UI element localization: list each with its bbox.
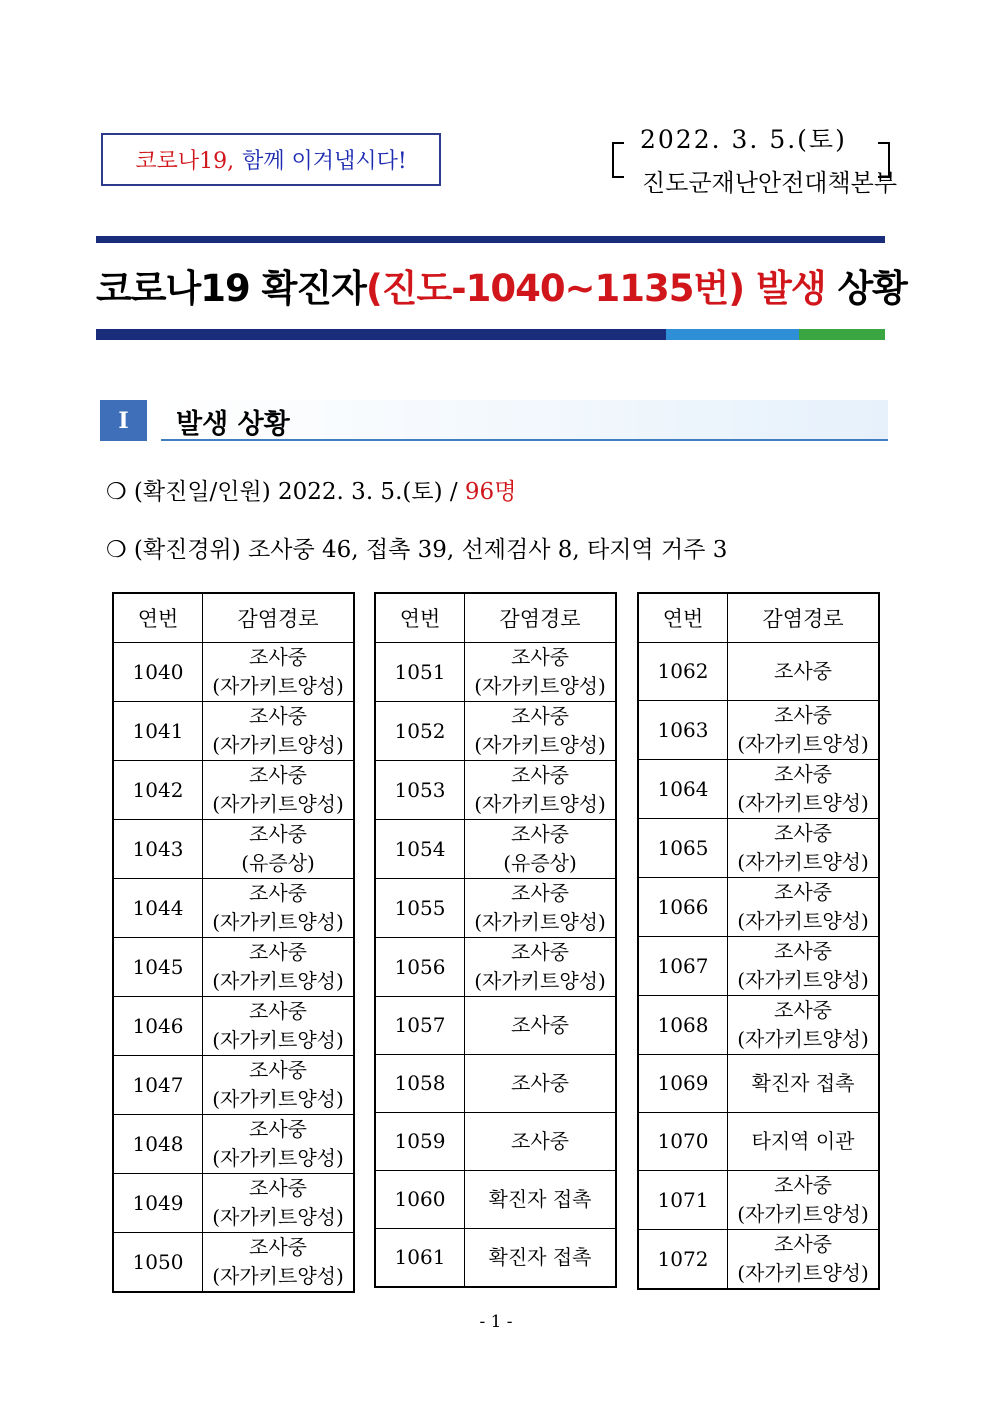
table-row bbox=[113, 702, 354, 761]
infection-route-line: 조사중 bbox=[249, 881, 307, 905]
infection-route-line: (자가키트양성) bbox=[212, 1146, 344, 1170]
table-row bbox=[113, 997, 354, 1056]
case-number: 1067 bbox=[638, 937, 728, 996]
infection-route-line: 조사중 bbox=[511, 645, 569, 669]
case-number: 1040 bbox=[113, 643, 203, 702]
infection-route bbox=[465, 643, 617, 702]
table-row bbox=[375, 643, 616, 702]
table-row bbox=[113, 1233, 354, 1293]
title-suffix: 상황 bbox=[825, 267, 907, 310]
infection-route-line: 조사중 bbox=[511, 1129, 569, 1153]
page-title bbox=[96, 258, 907, 312]
infection-route-line: 조사중 bbox=[249, 822, 307, 846]
section-title: 발생 상황 bbox=[176, 409, 290, 440]
infection-route-line: 조사중 bbox=[511, 881, 569, 905]
table-row bbox=[638, 701, 879, 760]
section-number: I bbox=[100, 400, 147, 441]
infection-route bbox=[728, 996, 880, 1055]
infection-route bbox=[728, 643, 880, 701]
bullet-confirmed-text: ❍ (확진일/인원) 2022. 3. 5.(토) / bbox=[106, 479, 465, 505]
case-number: 1056 bbox=[375, 938, 465, 997]
case-number: 1061 bbox=[375, 1229, 465, 1288]
infection-route-line: 조사중 bbox=[249, 1235, 307, 1259]
case-number: 1069 bbox=[638, 1055, 728, 1113]
table-row bbox=[638, 1171, 879, 1230]
table-row bbox=[638, 760, 879, 819]
table-row bbox=[113, 820, 354, 879]
table-row bbox=[113, 643, 354, 702]
case-number: 1068 bbox=[638, 996, 728, 1055]
case-number: 1066 bbox=[638, 878, 728, 937]
table-row bbox=[638, 1055, 879, 1113]
infection-route-line: 확진자 접촉 bbox=[488, 1245, 592, 1269]
infection-route-line: (유증상) bbox=[503, 851, 577, 875]
infection-route-line: (자가키트양성) bbox=[212, 674, 344, 698]
table-row bbox=[638, 878, 879, 937]
infection-route bbox=[728, 819, 880, 878]
table-row bbox=[638, 937, 879, 996]
infection-route bbox=[465, 1113, 617, 1171]
infection-route-line: 조사중 bbox=[249, 763, 307, 787]
infection-route bbox=[728, 701, 880, 760]
case-number: 1043 bbox=[113, 820, 203, 879]
table-row bbox=[113, 938, 354, 997]
table-row bbox=[113, 761, 354, 820]
infection-route bbox=[203, 761, 355, 820]
table-row bbox=[375, 938, 616, 997]
infection-route-line: (자가키트양성) bbox=[474, 969, 606, 993]
header-num: 연번 bbox=[638, 593, 728, 643]
case-table-2 bbox=[374, 592, 617, 1288]
case-number: 1064 bbox=[638, 760, 728, 819]
case-number: 1045 bbox=[113, 938, 203, 997]
case-number: 1050 bbox=[113, 1233, 203, 1293]
case-number: 1046 bbox=[113, 997, 203, 1056]
case-number: 1065 bbox=[638, 819, 728, 878]
infection-route bbox=[465, 1055, 617, 1113]
header-num: 연번 bbox=[113, 593, 203, 643]
case-number: 1063 bbox=[638, 701, 728, 760]
infection-route-line: 조사중 bbox=[249, 999, 307, 1023]
slogan-part2: 함께 이겨냅시다! bbox=[242, 149, 407, 174]
infection-route bbox=[203, 879, 355, 938]
infection-route-line: 조사중 bbox=[249, 1176, 307, 1200]
infection-route bbox=[465, 938, 617, 997]
infection-route bbox=[728, 937, 880, 996]
case-number: 1058 bbox=[375, 1055, 465, 1113]
table-row bbox=[638, 996, 879, 1055]
infection-route bbox=[203, 1115, 355, 1174]
case-number: 1053 bbox=[375, 761, 465, 820]
infection-route-line: (자가키트양성) bbox=[737, 850, 869, 874]
infection-route bbox=[728, 760, 880, 819]
infection-route-line: 조사중 bbox=[774, 703, 832, 727]
table-row bbox=[113, 1174, 354, 1233]
infection-route-line: 조사중 bbox=[511, 763, 569, 787]
table-row bbox=[375, 1055, 616, 1113]
infection-route-line: (자가키트양성) bbox=[474, 733, 606, 757]
left-bracket bbox=[612, 142, 624, 178]
case-table-1 bbox=[112, 592, 355, 1293]
header-num: 연번 bbox=[375, 593, 465, 643]
table-row bbox=[113, 1115, 354, 1174]
infection-route bbox=[728, 878, 880, 937]
case-number: 1047 bbox=[113, 1056, 203, 1115]
title-bottom-rule-blue bbox=[666, 329, 799, 340]
title-prefix: 코로나19 확진자 bbox=[96, 267, 366, 310]
table-row bbox=[113, 1056, 354, 1115]
slogan-box bbox=[101, 133, 441, 186]
header-route: 감염경로 bbox=[203, 593, 355, 643]
bullet-confirmed-count: 96명 bbox=[464, 479, 517, 505]
table-row bbox=[375, 879, 616, 938]
case-number: 1052 bbox=[375, 702, 465, 761]
infection-route-line: (자가키트양성) bbox=[737, 1027, 869, 1051]
infection-route-line: (자가키트양성) bbox=[212, 969, 344, 993]
table-row bbox=[638, 1230, 879, 1290]
case-number: 1062 bbox=[638, 643, 728, 701]
infection-route-line: (유증상) bbox=[241, 851, 315, 875]
infection-route-line: 조사중 bbox=[774, 762, 832, 786]
infection-route bbox=[728, 1113, 880, 1171]
case-number: 1044 bbox=[113, 879, 203, 938]
case-number: 1072 bbox=[638, 1230, 728, 1290]
table-row bbox=[638, 1113, 879, 1171]
case-number: 1070 bbox=[638, 1113, 728, 1171]
case-number: 1059 bbox=[375, 1113, 465, 1171]
report-date: 2022. 3. 5.(토) bbox=[640, 125, 847, 154]
case-table-3 bbox=[637, 592, 880, 1290]
table-row bbox=[375, 1171, 616, 1229]
infection-route bbox=[465, 997, 617, 1055]
infection-route bbox=[465, 820, 617, 879]
infection-route-line: 조사중 bbox=[511, 1013, 569, 1037]
infection-route-line: (자가키트양성) bbox=[212, 792, 344, 816]
case-number: 1051 bbox=[375, 643, 465, 702]
header-route: 감염경로 bbox=[728, 593, 880, 643]
table-row bbox=[113, 879, 354, 938]
table-row bbox=[375, 997, 616, 1055]
infection-route bbox=[203, 1056, 355, 1115]
infection-route-line: 조사중 bbox=[249, 1058, 307, 1082]
slogan-part1: 코로나19, bbox=[135, 149, 235, 174]
infection-route-line: (자가키트양성) bbox=[212, 910, 344, 934]
infection-route bbox=[728, 1171, 880, 1230]
infection-route bbox=[465, 879, 617, 938]
infection-route-line: 조사중 bbox=[511, 822, 569, 846]
bullet-route-summary: ❍ (확진경위) 조사중 46, 접촉 39, 선제검사 8, 타지역 거주 3 bbox=[106, 537, 728, 563]
case-number: 1054 bbox=[375, 820, 465, 879]
infection-route-line: (자가키트양성) bbox=[212, 1205, 344, 1229]
table-row bbox=[638, 819, 879, 878]
page-number: - 1 - bbox=[479, 1312, 513, 1332]
title-bottom-rule-green bbox=[799, 329, 885, 340]
case-number: 1055 bbox=[375, 879, 465, 938]
infection-route-line: 조사중 bbox=[249, 940, 307, 964]
infection-route-line: 조사중 bbox=[774, 659, 832, 683]
infection-route-line: 조사중 bbox=[249, 645, 307, 669]
infection-route-line: (자가키트양성) bbox=[212, 1028, 344, 1052]
title-highlight: (진도-1040~1135번) 발생 bbox=[365, 267, 826, 310]
infection-route bbox=[203, 997, 355, 1056]
title-bottom-rule-navy bbox=[96, 329, 666, 340]
bullet-confirmed bbox=[106, 473, 516, 506]
infection-route-line: 확진자 접촉 bbox=[488, 1187, 592, 1211]
table-row bbox=[638, 643, 879, 701]
infection-route-line: (자가키트양성) bbox=[737, 1202, 869, 1226]
infection-route-line: 조사중 bbox=[774, 998, 832, 1022]
infection-route bbox=[728, 1230, 880, 1290]
organization-name: 진도군재난안전대책본부 bbox=[642, 169, 898, 197]
case-number: 1057 bbox=[375, 997, 465, 1055]
infection-route bbox=[465, 1171, 617, 1229]
infection-route bbox=[203, 643, 355, 702]
infection-route-line: (자가키트양성) bbox=[737, 732, 869, 756]
infection-route bbox=[465, 761, 617, 820]
infection-route bbox=[465, 702, 617, 761]
infection-route-line: 조사중 bbox=[511, 940, 569, 964]
infection-route bbox=[465, 1229, 617, 1288]
infection-route-line: (자가키트양성) bbox=[474, 792, 606, 816]
infection-route bbox=[203, 702, 355, 761]
infection-route-line: 확진자 접촉 bbox=[751, 1071, 855, 1095]
table-row bbox=[375, 761, 616, 820]
infection-route-line: 조사중 bbox=[774, 1232, 832, 1256]
case-number: 1060 bbox=[375, 1171, 465, 1229]
case-number: 1049 bbox=[113, 1174, 203, 1233]
infection-route-line: (자가키트양성) bbox=[212, 733, 344, 757]
header-route: 감염경로 bbox=[465, 593, 617, 643]
title-top-rule bbox=[96, 236, 885, 243]
right-bracket bbox=[878, 142, 890, 178]
infection-route-line: 조사중 bbox=[774, 821, 832, 845]
infection-route-line: (자가키트양성) bbox=[737, 791, 869, 815]
case-number: 1042 bbox=[113, 761, 203, 820]
infection-route bbox=[203, 1233, 355, 1293]
infection-route-line: 조사중 bbox=[249, 1117, 307, 1141]
infection-route bbox=[728, 1055, 880, 1113]
infection-route-line: (자가키트양성) bbox=[212, 1087, 344, 1111]
infection-route-line: 조사중 bbox=[774, 1173, 832, 1197]
infection-route-line: (자가키트양성) bbox=[737, 968, 869, 992]
infection-route-line: 조사중 bbox=[774, 880, 832, 904]
infection-route bbox=[203, 938, 355, 997]
infection-route-line: (자가키트양성) bbox=[474, 674, 606, 698]
infection-route-line: (자가키트양성) bbox=[737, 1261, 869, 1285]
infection-route-line: 조사중 bbox=[249, 704, 307, 728]
infection-route-line: 조사중 bbox=[511, 1071, 569, 1095]
infection-route-line: (자가키트양성) bbox=[737, 909, 869, 933]
case-number: 1041 bbox=[113, 702, 203, 761]
case-number: 1071 bbox=[638, 1171, 728, 1230]
infection-route-line: (자가키트양성) bbox=[474, 910, 606, 934]
table-row bbox=[375, 702, 616, 761]
infection-route bbox=[203, 1174, 355, 1233]
case-number: 1048 bbox=[113, 1115, 203, 1174]
infection-route-line: 타지역 이관 bbox=[751, 1129, 855, 1153]
table-row bbox=[375, 1113, 616, 1171]
infection-route-line: 조사중 bbox=[511, 704, 569, 728]
table-row bbox=[375, 820, 616, 879]
table-row bbox=[375, 1229, 616, 1288]
infection-route bbox=[203, 820, 355, 879]
infection-route-line: 조사중 bbox=[774, 939, 832, 963]
infection-route-line: (자가키트양성) bbox=[212, 1264, 344, 1288]
